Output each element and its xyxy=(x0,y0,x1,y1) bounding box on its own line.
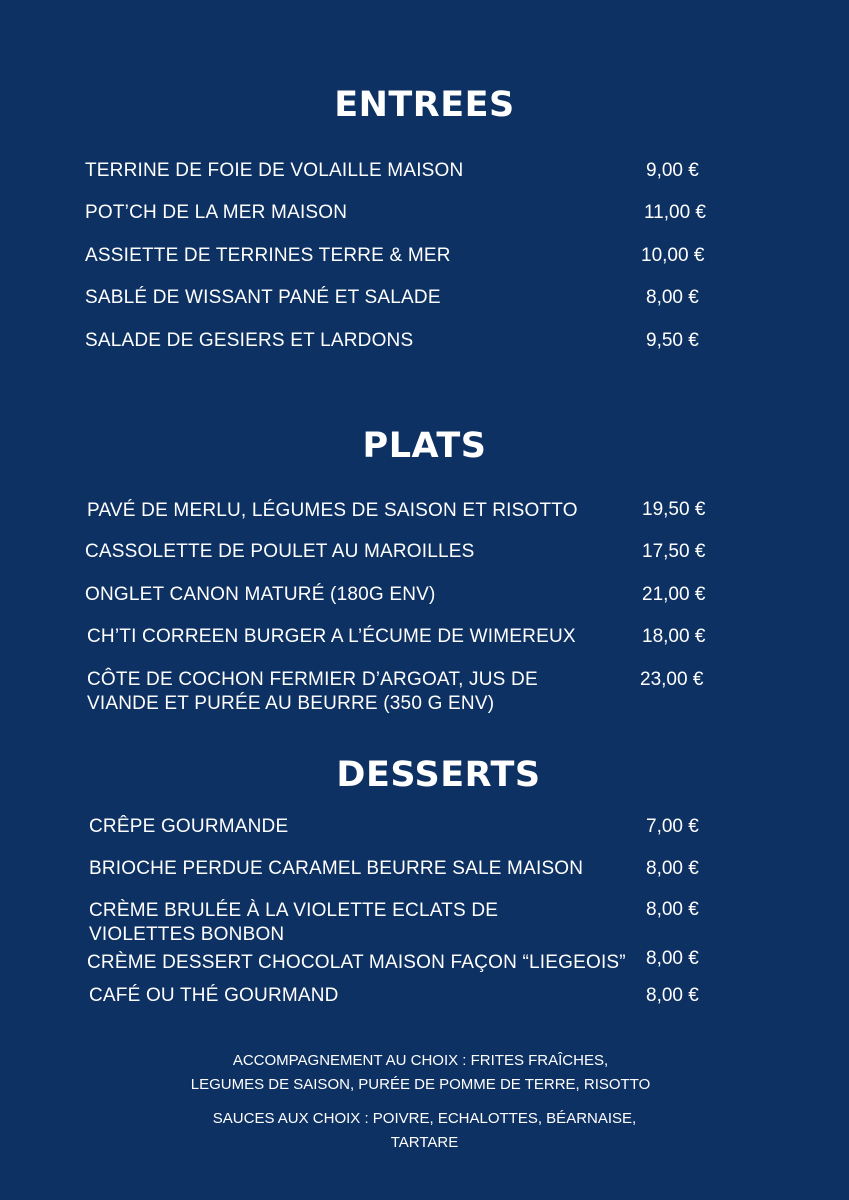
menu-item-price: 23,00 € xyxy=(640,669,704,690)
menu-item-name: BRIOCHE PERDUE CARAMEL BEURRE SALE MAISON xyxy=(89,858,584,879)
sauces-note: SAUCES AUX CHOIX : POIVRE, ECHALOTTES, BÉARNAISE, TARTARE xyxy=(212,1110,637,1151)
menu-item-price: 8,00 € xyxy=(646,287,699,308)
menu-item-price: 21,00 € xyxy=(642,584,706,605)
menu-item-name: POT’CH DE LA MER MAISON xyxy=(85,202,348,223)
menu-item-price: 8,00 € xyxy=(646,948,699,969)
menu-item-name: ONGLET CANON MATURÉ (180G ENV) xyxy=(85,584,436,605)
menu-item-price: 10,00 € xyxy=(641,245,705,266)
menu-item-name: PAVÉ DE MERLU, LÉGUMES DE SAISON ET RISOTTO xyxy=(87,500,578,521)
menu-item-name: CH’TI CORREEN BURGER A L’ÉCUME DE WIMEREUX xyxy=(87,626,576,647)
menu-item-name: CRÊPE GOURMANDE xyxy=(89,816,289,837)
menu-item-name: SALADE DE GESIERS ET LARDONS xyxy=(85,330,414,351)
section-title-desserts: DESSERTS xyxy=(336,755,541,795)
menu-item-name: CRÈME BRULÉE À LA VIOLETTE ECLATS DE VIOLETTES BONBON xyxy=(89,900,499,945)
section-title-plats: PLATS xyxy=(362,426,487,466)
menu-item-price: 8,00 € xyxy=(646,899,699,920)
menu-item-price: 19,50 € xyxy=(642,499,706,520)
menu-item-name: CASSOLETTE DE POULET AU MAROILLES xyxy=(85,541,475,562)
menu-item-price: 7,00 € xyxy=(646,816,699,837)
menu-item-name: TERRINE DE FOIE DE VOLAILLE MAISON xyxy=(85,160,464,181)
accompaniment-note: ACCOMPAGNEMENT AU CHOIX : FRITES FRAÎCHES, LEGUMES DE SAISON, PURÉE DE POMME DE TERRE, RISOTTO xyxy=(190,1052,651,1093)
menu-item-price: 11,00 € xyxy=(644,202,706,223)
menu-item-price: 17,50 € xyxy=(642,541,706,562)
menu-item-price: 8,00 € xyxy=(646,858,699,879)
menu-item-name: SABLÉ DE WISSANT PANÉ ET SALADE xyxy=(85,287,441,308)
menu-item-price: 18,00 € xyxy=(642,626,706,647)
menu-item-price: 9,50 € xyxy=(646,330,699,351)
menu-item-price: 9,00 € xyxy=(646,160,699,181)
menu-item-name: CRÈME DESSERT CHOCOLAT MAISON FAÇON “LIEGEOIS” xyxy=(87,952,626,973)
menu-item-price: 8,00 € xyxy=(646,985,699,1006)
menu-item-name: CAFÉ OU THÉ GOURMAND xyxy=(89,985,339,1006)
menu-item-name: ASSIETTE DE TERRINES TERRE & MER xyxy=(85,245,451,266)
menu-item-name: CÔTE DE COCHON FERMIER D’ARGOAT, JUS DE VIANDE ET PURÉE AU BEURRE (350 G ENV) xyxy=(87,669,538,714)
section-title-entrees: ENTREES xyxy=(334,85,515,125)
